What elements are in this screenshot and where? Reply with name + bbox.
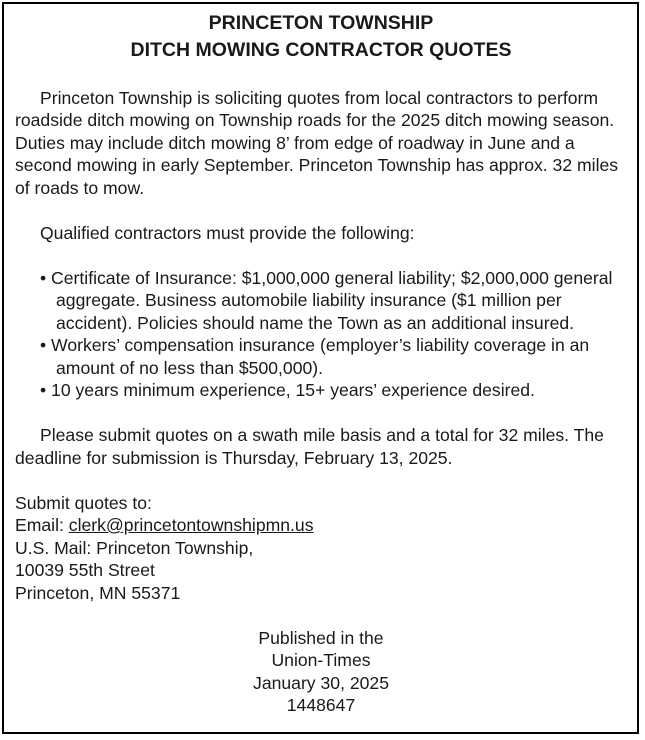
notice-id: 1448647: [286, 695, 356, 715]
spacer: [15, 604, 627, 627]
legal-notice: [2, 2, 639, 734]
email-label: Email:: [15, 515, 69, 535]
requirement-item: • Certificate of Insurance: $1,000,000 general liability; $2,000,000 general aggregate. Business automobile liability insurance ($1 million per accident). Policies should name the Town as an additional insured.: [40, 267, 613, 333]
newspaper-name: Union-Times: [271, 650, 371, 670]
submission-paragraph: Please submit quotes on a swath mile basis and a total for 32 miles. The deadline for submission is Thursday, February 13, 2025.: [15, 425, 604, 468]
title-line-1: PRINCETON TOWNSHIP: [208, 12, 434, 34]
mail-line-2: 10039 55th Street: [15, 560, 155, 580]
published-in-label: Published in the: [258, 627, 384, 648]
title-line-2: DITCH MOWING CONTRACTOR QUOTES: [130, 39, 512, 61]
mail-line-1: U.S. Mail: Princeton Township,: [15, 537, 254, 558]
requirement-item: • 10 years minimum experience, 15+ years’ experience desired.: [40, 380, 535, 400]
spacer: [15, 244, 627, 267]
requirements-list: [15, 267, 627, 402]
publication-footer: [15, 627, 627, 717]
intro-paragraph: Princeton Township is soliciting quotes from local contractors to perform roadside ditch mowing on Township roads for the 2025 ditch mowing season. Duties may include ditch mowing 8’ from edge of roadway in June and a second mowing in early September. Princeton Township has approx. 32 miles of roads to mow.: [15, 87, 619, 198]
notice-title: [15, 10, 627, 64]
contact-heading: Submit quotes to:: [15, 492, 152, 513]
publication-date: January 30, 2025: [253, 672, 389, 693]
spacer: [15, 469, 627, 492]
spacer: [15, 199, 627, 222]
requirement-item: • Workers’ compensation insurance (employer’s liability coverage in an amount of no less than $500,000).: [40, 335, 590, 378]
email-link[interactable]: clerk@princetontownshipmn.us: [68, 515, 314, 535]
qualified-intro: Qualified contractors must provide the following:: [40, 222, 415, 243]
email-line: [15, 514, 627, 537]
spacer: [15, 402, 627, 425]
mail-line-3: Princeton, MN 55371: [15, 582, 181, 603]
spacer: [15, 64, 627, 87]
contact-block: [15, 492, 627, 605]
